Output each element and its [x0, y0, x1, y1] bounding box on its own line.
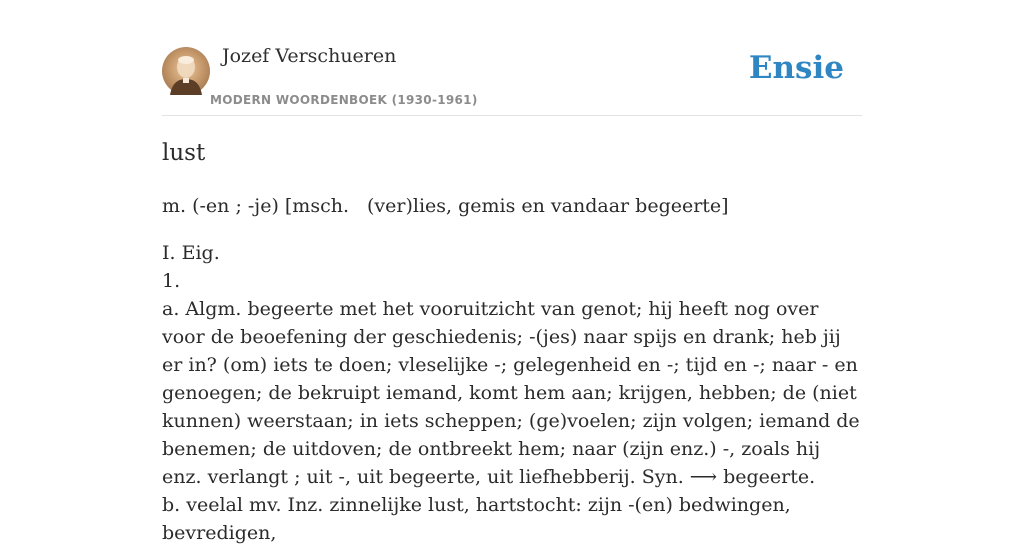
- sense-b: b. veelal mv. Inz. zinnelijke lust, hartstocht: zijn -(en) bedwingen, bevredigen,: [162, 494, 791, 544]
- header: [162, 0, 862, 116]
- sense-number: 1.: [162, 270, 181, 292]
- section-label: I. Eig.: [162, 242, 220, 264]
- grammar-line: [162, 192, 862, 220]
- etymology: (ver)lies, gemis en vandaar begeerte]: [367, 195, 729, 217]
- source-title[interactable]: MODERN WOORDENBOEK (1930-1961): [210, 93, 478, 107]
- grammar-info: m. (-en ; -je) [msch.: [162, 195, 349, 217]
- sense-a: a. Algm. begeerte met het vooruitzicht van genot; hij heeft nog over voor de beoefening der geschiedenis; -(jes) naar spijs en drank; heb jij er in? (om) iets te doen; vleselijke -; gelegenheid en -; tijd en -; naar - en genoegen; de bekruipt iemand, komt hem aan; krijgen, hebben; de (niet kunnen) weerstaan; in iets scheppen; (ge)voelen; zijn volgen; iemand de benemen; de uitdoven; de ontbreekt hem; naar (zijn enz.) -, zoals hij enz. verlangt ; uit -, uit begeerte, uit liefhebberij. Syn. ⟶ begeerte.: [162, 298, 860, 488]
- page: [162, 0, 862, 544]
- author-name[interactable]: Jozef Verschueren: [222, 45, 397, 67]
- brand-logo[interactable]: Ensie: [748, 50, 844, 86]
- author-avatar[interactable]: [162, 47, 210, 95]
- entry-body: [162, 192, 862, 547]
- headword: lust: [162, 140, 206, 166]
- portrait-icon: [162, 47, 210, 95]
